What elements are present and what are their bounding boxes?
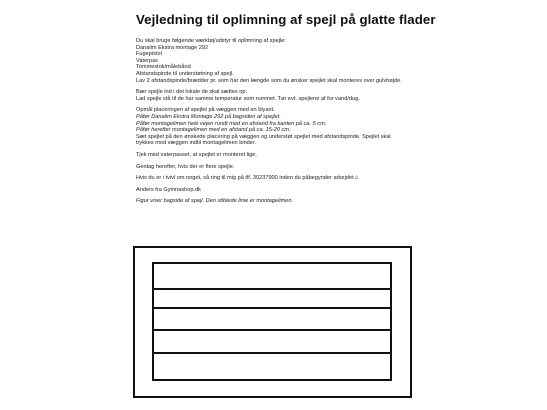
document-title: Vejledning til oplimning af spejl på glatte flader: [136, 12, 436, 27]
document-body: [136, 38, 436, 205]
signature-line: Anders fra Gymnashop.dk: [136, 186, 201, 193]
tool-item-caulk-gun: Fugepistol: [136, 51, 162, 58]
apply-spacing-line: Påfør herefter montagelimen med en afstand på ca. 15-20 cm.: [136, 127, 291, 134]
mirror-figure: [133, 246, 412, 398]
tools-intro-line: Du skal bruge følgende værktøj/udstyr til oplimning af spejle:: [136, 38, 286, 44]
place-mirror-line: Sæt spejlet på den ønskede placering på væggen og understøt spejlet med afstandspinde. Spejlet skal: [136, 133, 391, 140]
measure-line: Opmål placeringen af spejlet på væggen med en blyant.: [136, 107, 275, 114]
spacer-instruction: Lav 2 afstandspinde/brædder pr. som har den længde som du ønsker spejlet skal monteres over gulvhøjde.: [136, 77, 402, 84]
check-level-line: Tjek med vaterpasset, at spejlet er monteret lige.: [136, 151, 257, 158]
apply-glue-line: Påfør Danalim Ekstra Montage 292 på bagsiden af spejlet.: [136, 113, 281, 120]
glue-line: [154, 307, 390, 309]
glue-line: [154, 352, 390, 354]
tool-item-tape-measure: Tommestok/målebånd: [136, 64, 191, 71]
tool-item-glue: Danalim Ekstra montage 292: [136, 44, 209, 51]
apply-edge-line: Påfør montagelimen hele vejen rundt med en afstand fra kanten på ca. 5 cm.: [136, 120, 327, 127]
contact-line: Hvis du er i tvivl om noget, så ring til mig på tlf. 30237900 inden du påbegynder arbejdet☺: [136, 175, 360, 182]
tool-item-level: Vaterpas: [136, 57, 158, 64]
mirror-back-outline: [152, 262, 392, 381]
glue-line: [154, 329, 390, 331]
glue-line: [154, 288, 390, 290]
temperature-line: Lad spejle stå til de har samme temperatur som rummet. Tør evt. spejlene af for vand/dug.: [136, 95, 360, 102]
tool-item-spacers: Afstandspinde til understøtning af spejl.: [136, 70, 234, 77]
repeat-line: Gentag herefter, hvis der er flere spejle.: [136, 163, 235, 170]
carry-mirrors-line: Bær spejle ind i det lokale de skal sættes op.: [136, 89, 248, 96]
press-mirror-line: trykkes mod væggen indtil montagelimen binder.: [136, 140, 257, 147]
figure-caption: Figur viser bagside af spejl. Den stiblede linie er montagelimen.: [136, 198, 294, 205]
